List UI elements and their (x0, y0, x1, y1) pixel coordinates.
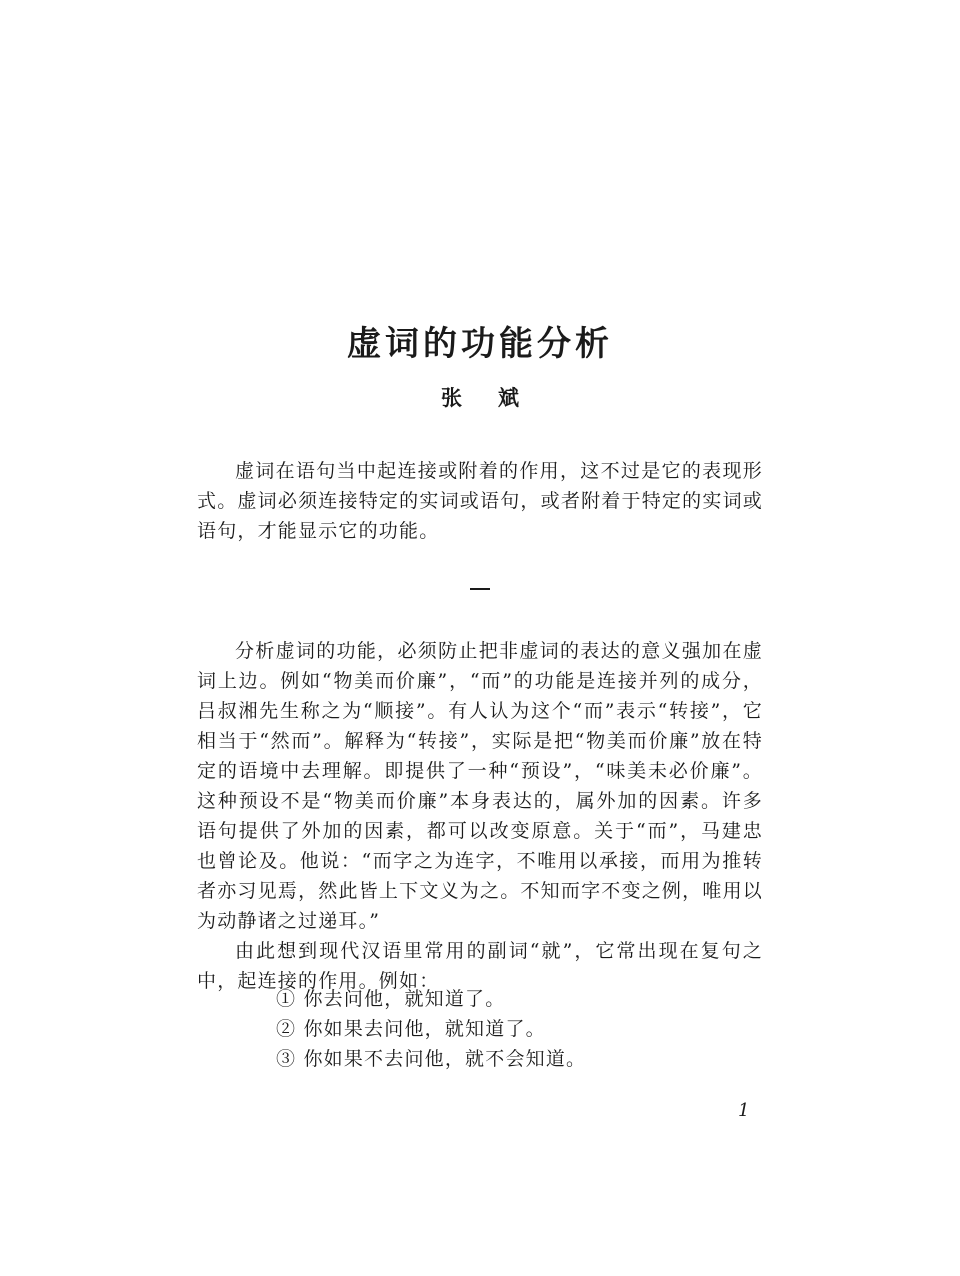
author-name (0, 382, 960, 412)
main-section (197, 636, 763, 996)
example-item: ② 你如果去问他，就知道了。 (276, 1018, 546, 1040)
article-title: 虚词的功能分析 (347, 324, 613, 364)
page-number: 1 (738, 1100, 750, 1121)
body-paragraph: 分析虚词的功能，必须防止把非虚词的表达的意义强加在虚词上边。例如“物美而价廉”，“而”的功能是连接并列的成分，吕叔湘先生称之为“顺接”。有人认为这个“而”表示“转接”，它相当于“然而”。解释为“转接”，实际是把“物美而价廉”放在特定的语境中去理解。即提供了一种“预设”，“味美未必价廉”。这种预设不是“物美而价廉”本身表达的，属外加的因素。许多语句提供了外加的因素，都可以改变原意。关于“而”，马建忠也曾论及。他说：“而字之为连字，不唯用以承接，而用为推转者亦习见焉，然此皆上下文义为之。不知而字不变之例，唯用以为动静诸之过递耳。” (197, 640, 763, 932)
body-paragraph: 由此想到现代汉语里常用的副词“就”，它常出现在复句之中，起连接的作用。例如： (197, 940, 763, 992)
section-number-one (470, 588, 490, 590)
section-number-text (470, 574, 490, 594)
intro-paragraph: 虚词在语句当中起连接或附着的作用，这不过是它的表现形式。虚词必须连接特定的实词或语句，或者附着于特定的实词或语句，才能显示它的功能。 (197, 460, 763, 542)
example-item: ③ 你如果不去问他，就不会知道。 (276, 1048, 587, 1070)
intro-section (197, 456, 763, 546)
author-given-name: 斌 (498, 386, 519, 410)
example-item: ① 你去问他，就知道了。 (276, 988, 506, 1010)
author-surname: 张 (441, 386, 462, 410)
example-list (276, 984, 586, 1074)
